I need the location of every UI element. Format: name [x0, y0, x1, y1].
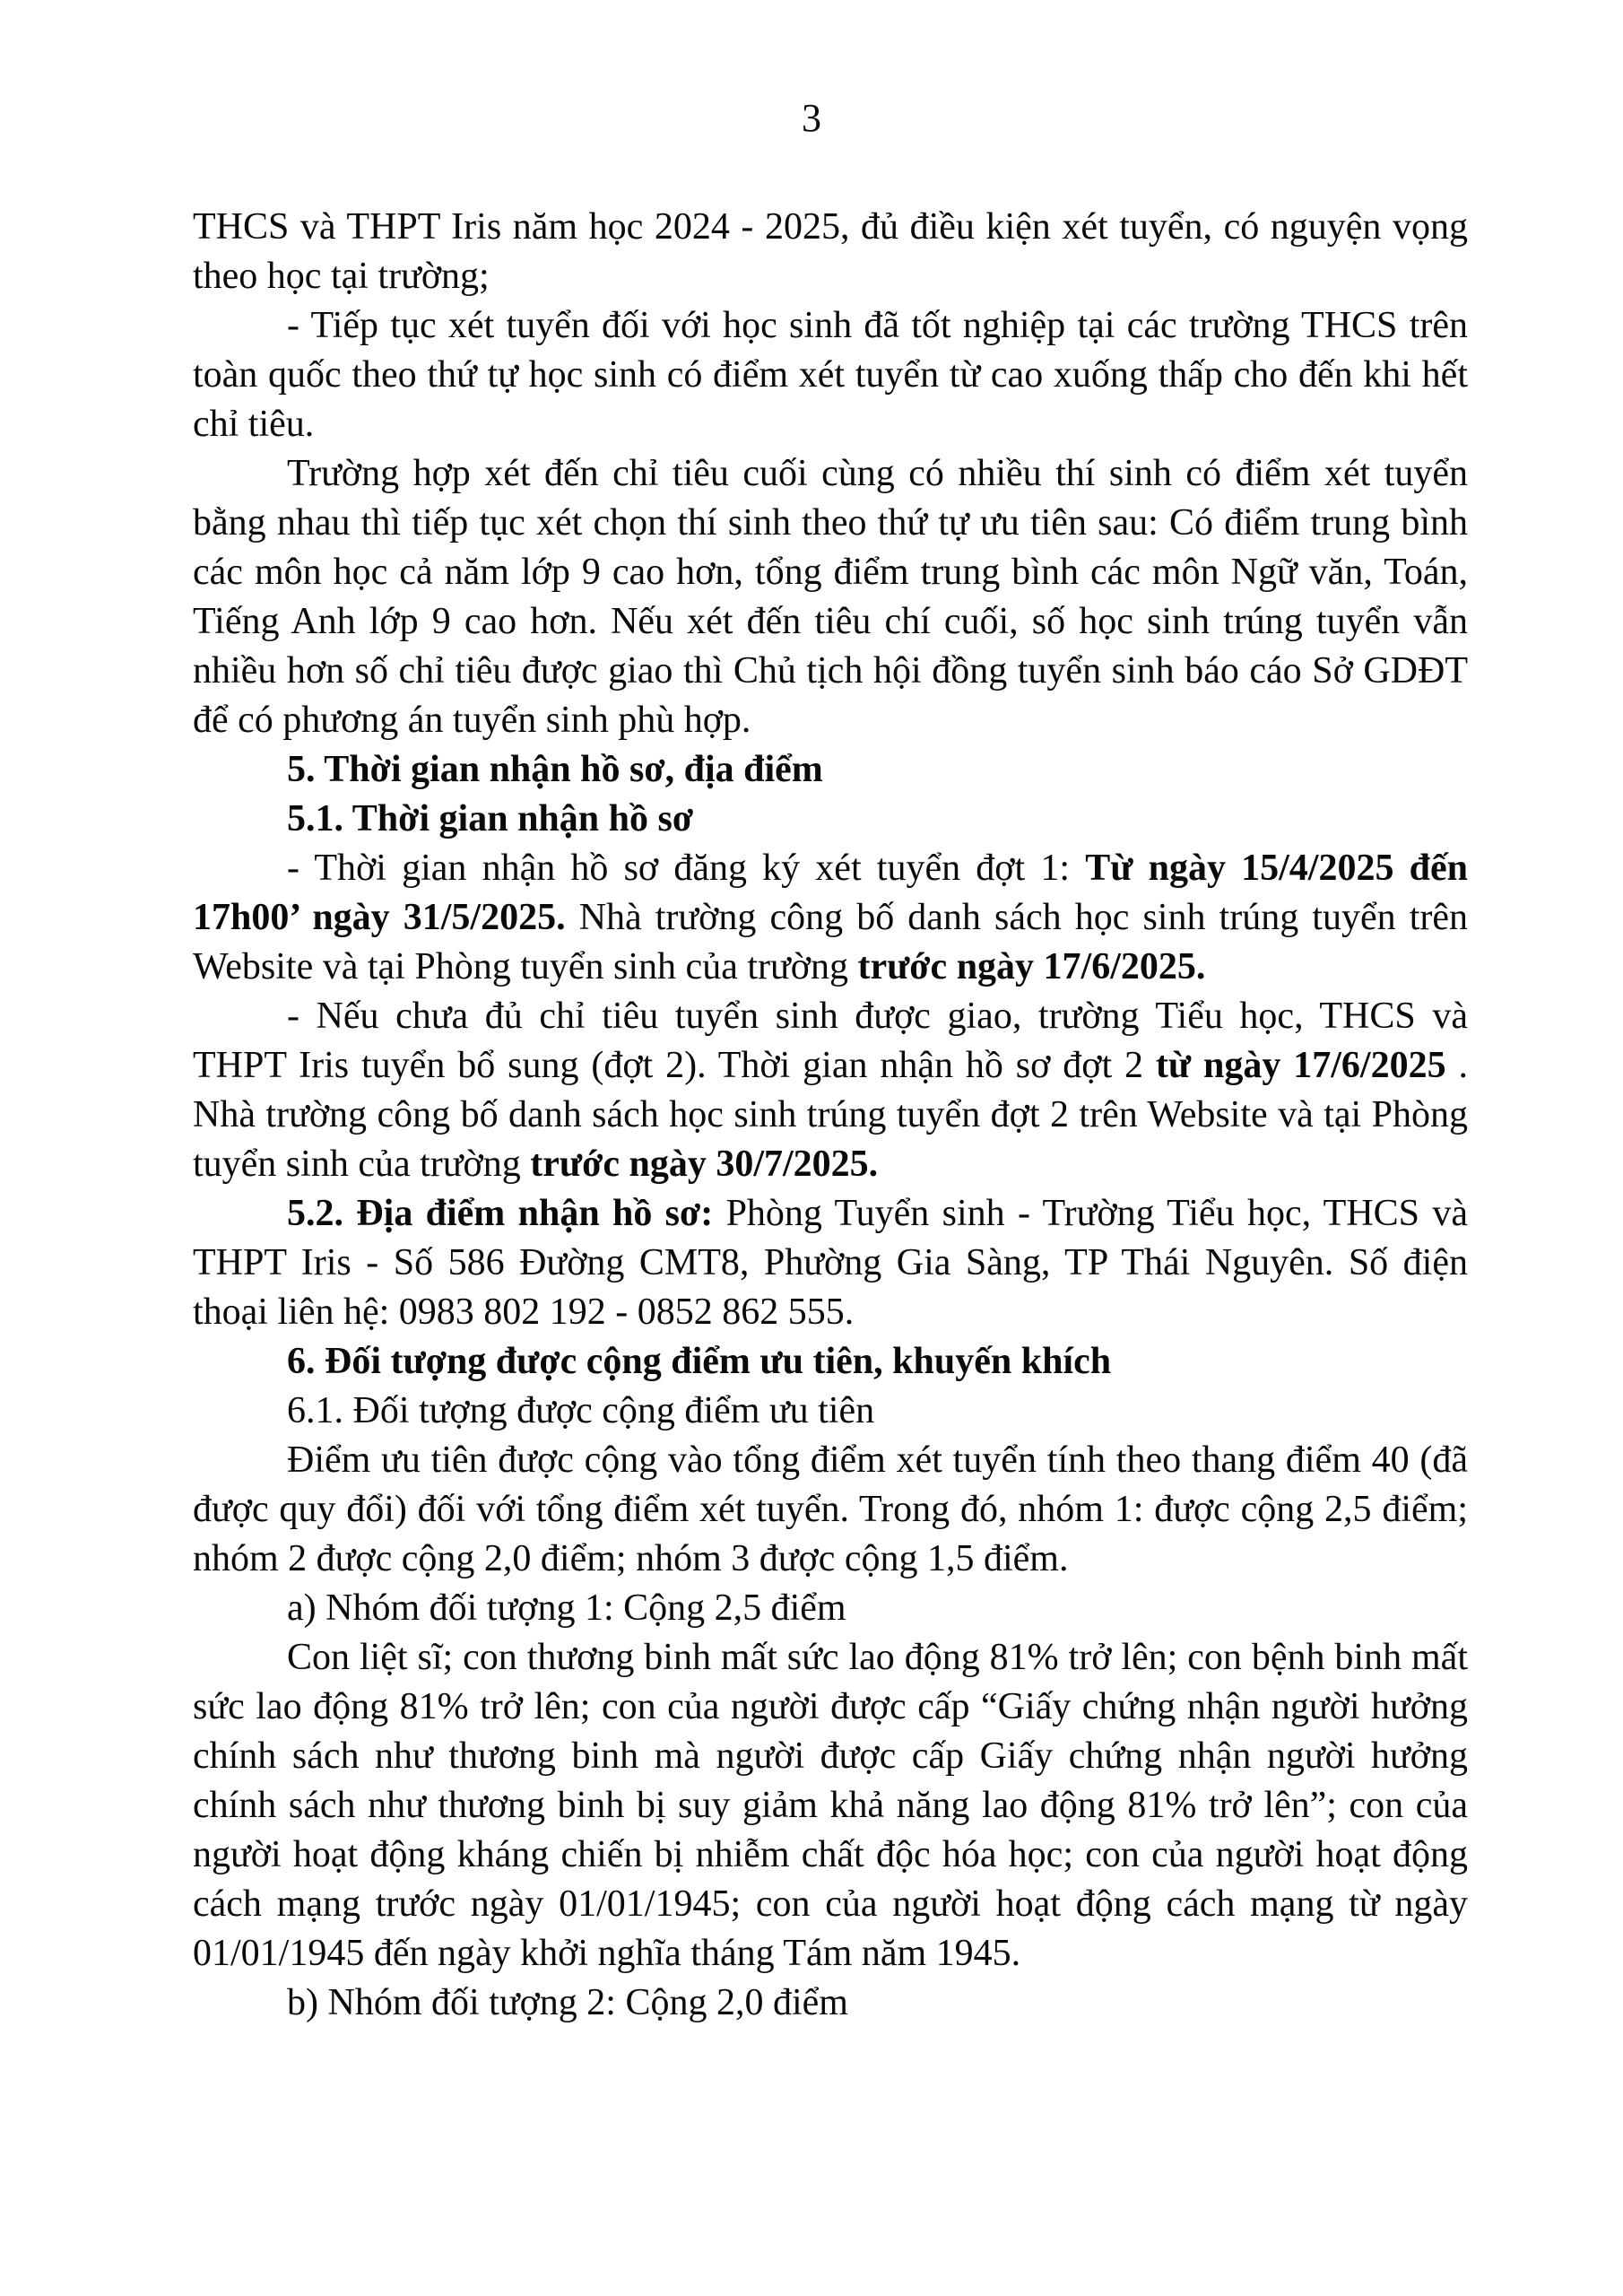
text-run: trước ngày 30/7/2025. [530, 1144, 879, 1185]
text-run: Con liệt sĩ; con thương binh mất sức lao động 81% trở lên; con bệnh binh mất sức lao động 81% trở lên; con của người được cấp “Giấy chứng nhận người hưởng chính sách như thương binh mà người được cấp Giấy chứng nhận người hưởng chính sách như thương binh bị suy giảm khả năng lao động 81% trở lên”; con của người hoạt động kháng chiến bị nhiễm chất độc hóa học; con của người hoạt động cách mạng trước ngày 01/01/1945; con của người hoạt động cách mạng từ ngày 01/01/1945 đến ngày khởi nghĩa tháng Tám năm 1945. [193, 1637, 1468, 1974]
text-run: THCS và THPT Iris năm học 2024 - 2025, đủ điều kiện xét tuyển, có nguyện vọng theo học tại trường; [193, 206, 1468, 297]
paragraph [193, 844, 1468, 992]
text-run: Phòng Tuyển sinh - Trường Tiểu học, THCS và THPT Iris - Số 586 Đường CMT8, Phường Gia Sàng, TP Thái Nguyên. Số điện thoại liên hệ: 0983 802 192 - 0852 862 555. [193, 1193, 1468, 1333]
text-run: Điểm ưu tiên được cộng vào tổng điểm xét tuyển tính theo thang điểm 40 (đã được quy đổi) đối với tổng điểm xét tuyển. Trong đó, nhóm 1: được cộng 2,5 điểm; nhóm 2 được cộng 2,0 điểm; nhóm 3 được cộng 1,5 điểm. [193, 1439, 1468, 1579]
text-run: - Tiếp tục xét tuyển đối với học sinh đã tốt nghiệp tại các trường THCS trên toàn quốc theo thứ tự học sinh có điểm xét tuyển từ cao xuống thấp cho đến khi hết chỉ tiêu. [193, 305, 1468, 445]
text-run: 5.2. Địa điểm nhận hồ sơ: [287, 1193, 714, 1234]
paragraph [193, 1436, 1468, 1584]
text-run: 5.1. Thời gian nhận hồ sơ [287, 798, 694, 839]
text-run: - Thời gian nhận hồ sơ đăng ký xét tuyển đợt 1: [287, 848, 1086, 889]
paragraph [193, 203, 1468, 301]
document-body [193, 203, 1468, 2028]
paragraph [193, 1189, 1468, 1337]
paragraph [193, 1979, 1468, 2028]
text-run: 5. Thời gian nhận hồ sơ, địa điểm [287, 749, 823, 790]
paragraph [193, 992, 1468, 1189]
text-run: . Nhà trường công bố danh sách học sinh trúng tuyển đợt 2 trên Website và tại Phòng tuyển sinh của trường [193, 1045, 1469, 1185]
text-run: a) Nhóm đối tượng 1: Cộng 2,5 điểm [287, 1587, 846, 1629]
text-run: từ ngày 17/6/2025 [1155, 1045, 1446, 1086]
text-run: b) Nhóm đối tượng 2: Cộng 2,0 điểm [287, 1982, 848, 2023]
paragraph [193, 1584, 1468, 1633]
paragraph [193, 1337, 1468, 1387]
text-run: Nhà trường công bố danh sách học sinh trúng tuyển trên Website và tại Phòng tuyển sinh của trường [193, 897, 1468, 987]
paragraph [193, 449, 1468, 745]
page-number: 3 [802, 96, 821, 140]
text-run: Trường hợp xét đến chỉ tiêu cuối cùng có nhiều thí sinh có điểm xét tuyển bằng nhau thì tiếp tục xét chọn thí sinh theo thứ tự ưu tiên sau: Có điểm trung bình các môn học cả năm lớp 9 cao hơn, tổng điểm trung bình các môn Ngữ văn, Toán, Tiếng Anh lớp 9 cao hơn. Nếu xét đến tiêu chí cuối, số học sinh trúng tuyển vẫn nhiều hơn số chỉ tiêu được giao thì Chủ tịch hội đồng tuyển sinh báo cáo Sở GDĐT để có phương án tuyển sinh phù hợp. [193, 453, 1468, 741]
text-run: - Nếu chưa đủ chỉ tiêu tuyển sinh được giao, trường Tiểu học, THCS và THPT Iris tuyển bổ sung (đợt 2). Thời gian nhận hồ sơ đợt 2 [193, 996, 1468, 1086]
text-run: trước ngày 17/6/2025. [857, 946, 1206, 987]
paragraph [193, 1387, 1468, 1436]
text-run: 6.1. Đối tượng được cộng điểm ưu tiên [287, 1390, 875, 1431]
text-run: 6. Đối tượng được cộng điểm ưu tiên, khuyến khích [287, 1341, 1112, 1382]
paragraph [193, 795, 1468, 844]
paragraph [193, 1633, 1468, 1979]
paragraph [193, 745, 1468, 795]
text-run: Từ ngày 15/4/2025 đến 17h00’ ngày 31/5/2025. [193, 848, 1468, 938]
paragraph [193, 301, 1468, 449]
